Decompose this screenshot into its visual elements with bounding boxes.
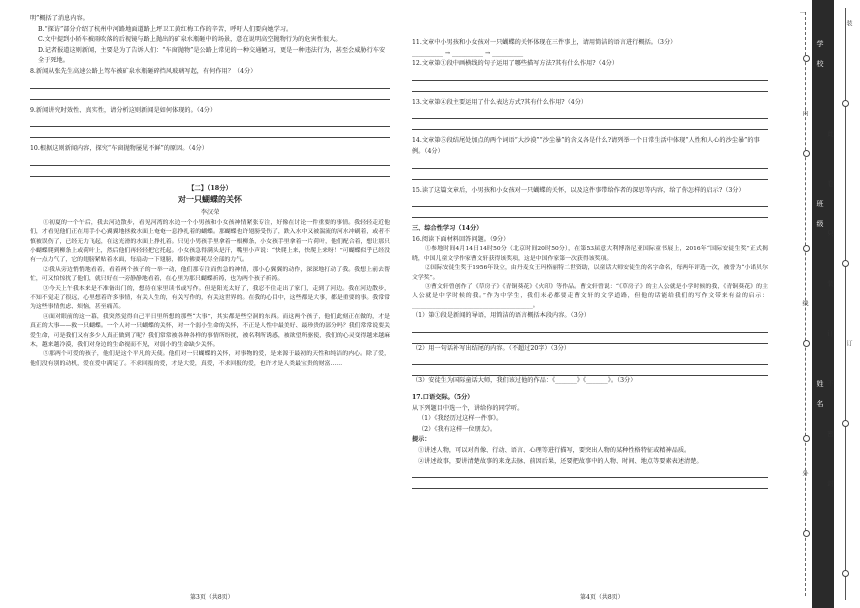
q7-tail: 明”概括了消息内容。	[30, 15, 89, 22]
binding-char: 封	[826, 480, 834, 487]
q17-option-2: （2）《我有这样一位朋友》。	[418, 425, 497, 433]
answer-line[interactable]	[30, 78, 390, 89]
q17: 17.口语交际。（5分）	[412, 393, 474, 401]
essay-paragraph-5: ⑤那两个可爱的孩子，他们是这个平凡的天使。他们对一只蝴蝶的关怀，对事物的爱，是来源于最初的天性和纯洁的内心。除了爱，他们没有别的动机，爱在爱中满足了。不求回报的爱，才是大爱，真爱，不求回报的爱，也许才是人类最宝贵的财富……	[30, 351, 390, 367]
binding-mark: 装	[845, 20, 852, 26]
answer-line[interactable]	[412, 207, 768, 218]
bar-label: 校	[816, 60, 824, 67]
q17-prompt: 从下列题目中选一个，讲给你的同学听。	[412, 404, 524, 412]
answer-line[interactable]	[30, 166, 390, 177]
answer-line[interactable]	[30, 116, 390, 127]
q16-2: （2）用一句话补写出结尾的内容。（不超过20字）（3分）	[412, 344, 571, 352]
binding-char: 此	[826, 130, 834, 137]
bar-label: 姓	[816, 380, 824, 387]
binding-hole-icon	[842, 420, 849, 427]
binding-dark-bar	[812, 0, 834, 608]
answer-line[interactable]	[30, 89, 390, 100]
q17-tip-2: ②讲述故事，要讲清楚故事的来龙去脉、前因后果，还要把故事中的人物、时间、地点等要素表述清楚。	[418, 457, 703, 465]
q16-3: （3）安徒生为国际童话大师，我们该过他的作品：《_______》《_______》。（3分）	[412, 377, 637, 385]
binding-hole-icon	[842, 570, 849, 577]
page-footer-right: 第4页（共8页）	[580, 594, 624, 601]
q16-material-3: ③曹文轩曾创作了《草房子》《青铜葵花》《火印》等作品。曹文轩曾说：“《草房子》的主人公就是小学时候的我，《青铜葵花》的主人公就是中学时候的我。”作为中学生，我们未必都要走曹文轩的文学道路，但他的话能给我们的写作文带来有益的启示：_________________________________________。	[412, 283, 768, 309]
q16-material-1: ①参地时间4月14日14时50分（北京时间20时50分），在第53届意大利博洛尼亚国际童书展上，2016年“国际安徒生奖”正式揭晓，中国儿童文学作家曹文轩获得该奖项，这是中国作家第一次获得该奖项。	[412, 246, 768, 262]
q16-material-2: ②国际安徒生奖于1956年设立，由丹麦女王玛格丽特二世资助，以童话大师安徒生的名字命名，每两年评选一次，被誉为“小诺贝尔文学奖”。	[412, 265, 768, 281]
q9: 9.新闻讲究时效性、真实性，请分析这则新闻是如何体现的。（4分）	[30, 106, 217, 114]
essay-title: 对一只蝴蝶的关怀	[178, 193, 242, 204]
binding-solid-line	[845, 8, 846, 600]
binding-char: 只	[826, 230, 834, 237]
binding-hole-icon	[803, 340, 810, 347]
q8: 8.新闻从张先生高速公路上驾车被矿泉水瓶砸碎挡风玻璃写起，有何作用？（4分）	[30, 67, 257, 75]
binding-hole-icon	[803, 530, 810, 537]
answer-line[interactable]	[412, 467, 768, 478]
essay-paragraph-2: ②我从旁边悄悄地看着，看着两个孩子的一举一动，他们那专注而焦急的神情，那小心翼翼的动作，深深地打动了我。我想上前去帮忙，可又怕惊扰了他们，就只好在一旁静静地看着，在心里为那只蝴蝶祈祷，也为两个孩子祈祷。	[30, 266, 390, 283]
answer-line[interactable]	[412, 322, 768, 333]
q13: 13.文章第④段主要运用了什么表达方式?其有什么作用?（4分）	[412, 98, 588, 106]
q10: 10.根据这则新闻内容，探究“车窗抛物屡见不鲜”的原因。（4分）	[30, 145, 208, 153]
q17-tip-1: ①讲述人物，可以对肖像、行动、语言、心理等进行描写，要突出人物的某种性格特征或精神品质。	[418, 446, 691, 454]
q17-tip-header: 提示：	[412, 436, 431, 444]
binding-hole-icon	[803, 150, 810, 157]
q7-option-d: D.记者报道这则新闻，主要是为了告诉人们：“车窗抛物”是公路上常见的一种交通陋习，更是一种违法行为，甚至会威胁行车安全于死地。	[38, 46, 386, 65]
essay-paragraph-1: ①初夏的一个午后，我去河边散步，看见河湾的水边一个小男孩和小女孩神情紧张专注，好像在讨论一件重要的事情。我轻轻走近他们，才看见他们正在用手小心翼翼地拯救水面上奄奄一息挣扎着的蝴蝶。那蝴蝶也许翅膀受伤了，跌入水中又被湍流的河水冲刷着，或者不慎被误伤了，已经无力飞起，在这光滑的水面上挣扎着。只见小男孩手里拿着一根柳条，小女孩手里拿着一片荷叶，他们配合着，想让那只小蝴蝶爬到柳条上或荷叶上，然后他们再轻轻把它托起。小女孩急得满头是汗，嘴里小声说：“快爬上来，快爬上来呀！”可蝴蝶似乎已经没有一点力气了，它的翅膀紧贴着水面，每扇动一下翅膀，都仿佛要耗尽全部的力气。	[30, 219, 390, 264]
essay-author: 李汉荣	[200, 208, 220, 216]
binding-mark: 订	[845, 340, 852, 346]
q7-option-c: C.文中提到小轿车被雨吹落的后视镜与路上抛出的矿泉水瓶砸中的场景，意在说明高空抛物行为的危害性很大。	[38, 36, 342, 44]
answer-line[interactable]	[412, 158, 768, 169]
binding-hole-icon	[842, 100, 849, 107]
page-3	[0, 0, 398, 608]
binding-char: 装	[826, 280, 834, 287]
answer-line[interactable]	[412, 196, 768, 207]
bar-label: 级	[816, 220, 824, 227]
bar-label: 名	[816, 400, 824, 407]
answer-line[interactable]	[412, 354, 768, 365]
essay-paragraph-4: ④面对眼前的这一幕，我突然觉得自己平日里所想的那些“大事”，其实都是些空洞的东西。而这两个孩子，他们此刻正在做的，才是真正的大事——救一只蝴蝶。一个人对一只蝴蝶的关怀，对一个弱小生命的关怀，不正是人性中最美好、最珍贵的部分吗？我们常常说要关爱生命，可是我们又有多少人真正做到了呢？我们常常被各种各样的事情所纷扰，被名利所诱惑，被欲望所驱使，我们的心灵变得越来越麻木，越来越冷漠，我们对身边的生命视而不见，对弱小的生命缺少关怀。	[30, 313, 390, 349]
binding-hole-icon	[803, 55, 810, 62]
q11-blanks[interactable]: __________ → __________ → __________	[412, 49, 524, 57]
answer-line[interactable]	[412, 169, 768, 180]
binding-hole-icon	[803, 435, 810, 442]
answer-line[interactable]	[412, 70, 768, 81]
answer-line[interactable]	[412, 81, 768, 92]
binding-char: 订	[826, 330, 834, 337]
binding-mark: 线	[801, 300, 808, 306]
binding-mark: 内	[801, 110, 808, 116]
q12: 12.文章第①段中画横线的句子运用了哪些描写方法?其有什么作用?（4分）	[412, 60, 619, 68]
q14: 14.文章第⑤段结尾处加点的两个词语“大沙漠”“沙尘暴”的含义各是什么?请列举一个日常生活中体现“人性和人心的沙尘暴”的事例。（4分）	[412, 137, 760, 155]
binding-mark: 外	[801, 470, 808, 476]
q11: 11.文章中小男孩和小女孩对一只蝴蝶的关怀体现在三件事上，请用简洁的语言进行概括。（3分）	[412, 39, 677, 46]
page-4	[398, 0, 786, 608]
answer-line[interactable]	[412, 333, 768, 344]
bar-label: 学	[816, 40, 824, 47]
essay-paragraph-3: ③今天上午我本来是不准备出门的，想待在家里读书或写作。但是阳光太好了，我忍不住走出了家门，走到了河边。我在河边散步，不知不觉走了很远，心里想着许多事情，有关人生的，有关写作的，有关这世界的。在我的心目中，这些都是大事，都是重要的事。我常常为这些事情焦虑、烦恼，甚至痛苦。	[30, 285, 390, 311]
answer-line[interactable]	[30, 155, 390, 166]
binding-char: 密	[826, 430, 834, 437]
q15: 15.读了这篇文章后，小男孩和小女孩对一只蝴蝶的关怀，以及这件事带给作者的深思等内容，给了你怎样的启示?（3分）	[412, 186, 745, 194]
section-header: 【二】（18分）	[187, 183, 233, 192]
q16: 16.阅读下面材料回答问题。（9分）	[412, 235, 510, 243]
binding-hole-icon	[842, 260, 849, 267]
binding-char: 不	[826, 380, 834, 387]
binding-char: 卷	[826, 180, 834, 187]
answer-line[interactable]	[30, 127, 390, 138]
section-3-header: 三、综合性学习（14分）	[412, 225, 483, 233]
q16-1: （1）第①段是新闻的导语，用简洁的语言概括本段内容。（3分）	[412, 312, 591, 320]
q17-option-1: （1）《我经历过这样一件事》。	[418, 415, 503, 423]
binding-mark: …	[800, 8, 806, 15]
answer-line[interactable]	[412, 365, 768, 376]
bar-label: 班	[816, 200, 824, 207]
answer-line[interactable]	[412, 478, 768, 489]
answer-line[interactable]	[412, 119, 768, 130]
page-footer-left: 第3页（共8页）	[190, 594, 234, 601]
answer-line[interactable]	[412, 108, 768, 119]
binding-hole-icon	[803, 245, 810, 252]
q7-option-b: B.“探访”部分介绍了杭州中河路地面道路上坪卫工黄红梅工作的辛苦，呼吁人们要向她学习。	[38, 25, 293, 33]
